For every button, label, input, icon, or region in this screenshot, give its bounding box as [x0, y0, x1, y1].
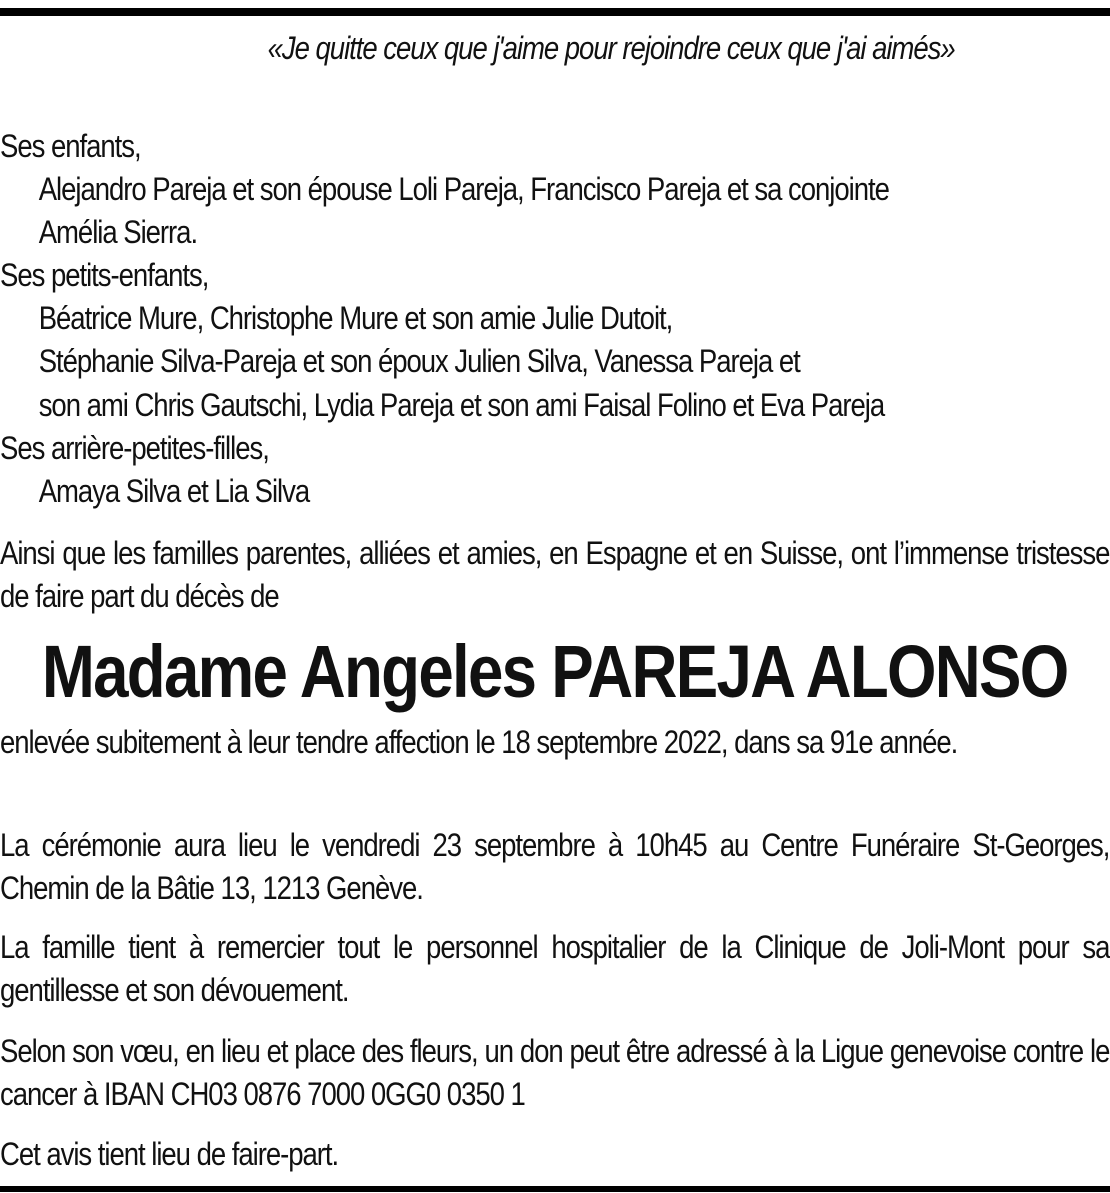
bottom-border-rule [0, 1186, 1110, 1192]
grandchildren-line: son ami Chris Gautschi, Lydia Pareja et son ami Faisal Folino et Eva Pareja [38, 387, 885, 423]
death-details-paragraph: enlevée subitement à leur tendre affection le 18 septembre 2022, dans sa 91e année. [0, 724, 958, 760]
grandchildren-line: Béatrice Mure, Christophe Mure et son amie Julie Dutoit, [38, 300, 673, 336]
announcement-paragraph: Ainsi que les familles parentes, alliées et amies, en Espagne et en Suisse, ont l’immense tristesse de faire part du décès de [0, 535, 1110, 614]
epigraph-quote: «Je quitte ceux que j'aime pour rejoindre ceux que j'ai aimés» [267, 30, 955, 66]
section-heading-grandchildren: Ses petits-enfants, [0, 257, 209, 293]
top-border-rule [0, 8, 1110, 16]
ceremony-paragraph: La cérémonie aura lieu le vendredi 23 septembre à 10h45 au Centre Funéraire St-Georges, Chemin de la Bâtie 13, 1213 Genève. [0, 827, 1110, 906]
thanks-paragraph: La famille tient à remercier tout le personnel hospitalier de la Clinique de Joli-Mont pour sa gentillesse et son dévouement. [0, 929, 1110, 1008]
deceased-name: Madame Angeles PAREJA ALONSO [41, 630, 1068, 713]
donation-paragraph: Selon son vœu, en lieu et place des fleurs, un don peut être adressé à la Ligue genevoise contre le cancer à IBAN CH03 0876 7000 0GG0 0350 1 [0, 1033, 1110, 1112]
children-line: Amélia Sierra. [38, 214, 198, 250]
section-heading-great-granddaughters: Ses arrière-petites-filles, [0, 430, 269, 466]
closing-line: Cet avis tient lieu de faire-part. [0, 1136, 339, 1172]
great-granddaughters-line: Amaya Silva et Lia Silva [38, 473, 310, 509]
grandchildren-line: Stéphanie Silva-Pareja et son époux Julien Silva, Vanessa Pareja et [38, 343, 800, 379]
children-line: Alejandro Pareja et son épouse Loli Pareja, Francisco Pareja et sa conjointe [38, 171, 889, 207]
section-heading-children: Ses enfants, [0, 128, 141, 164]
